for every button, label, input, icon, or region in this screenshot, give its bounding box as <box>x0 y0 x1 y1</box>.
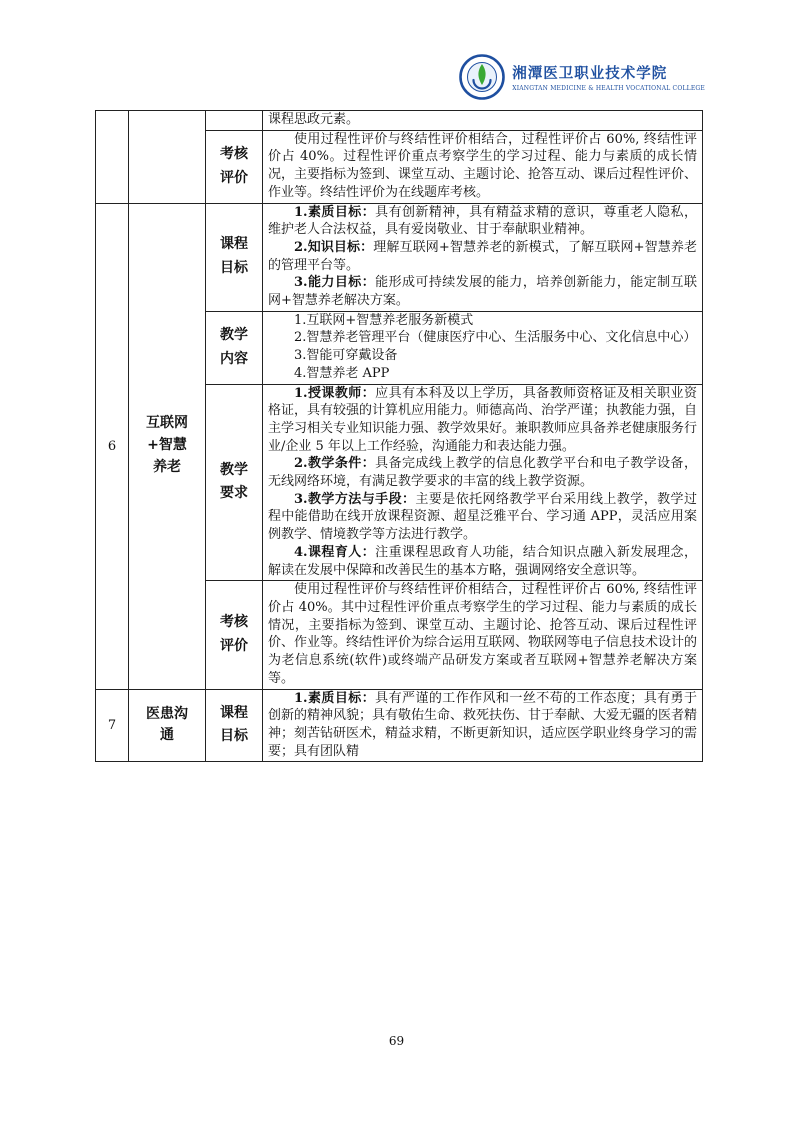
section-label-cell <box>206 384 263 581</box>
paragraph <box>268 329 697 347</box>
college-name-cn: 湘潭医卫职业技术学院 <box>512 65 668 82</box>
paragraph-text: 具有严谨的工作作风和一丝不苟的工作态度；具有勇于创新的精神风貌；具有敬佑生命、救死扶伤、甘于奉献、大爱无疆的医者精神；刻苦钻研医术，精益求精，不断更新知识，适应医学职业终身学习的需要；具有团队精 <box>268 690 698 759</box>
paragraph-lead: 2.知识目标： <box>294 239 374 255</box>
paragraph-text: 使用过程性评价与终结性评价相结合，过程性评价占 60%, 终结性评价占 40%。过程性评价重点考察学生的学习过程、能力与素质的成长情况，主要指标为签到、课堂互动、主题讨论、抢答互动、课后过程性评价、作业等。终结性评价为在线题库考核。 <box>268 131 698 200</box>
paragraph-text: 注重课程思政育人功能，结合知识点融入新发展理念，解读在发展中保障和改善民生的基本方略，强调网络安全意识等。 <box>268 544 697 578</box>
paragraph-text: 课程思政元素。 <box>268 112 360 127</box>
paragraph-text: 4.智慧养老 APP <box>294 365 390 381</box>
course-name: 互联网+智慧养老 <box>145 415 188 475</box>
section-label-cell-empty <box>206 111 263 131</box>
paragraph <box>268 544 697 579</box>
content-cell <box>263 203 703 311</box>
section-label-cell <box>206 203 263 311</box>
section-label: 教学要求 <box>220 461 248 502</box>
course-name: 医患沟通 <box>145 705 188 744</box>
paragraph-lead: 3.能力目标： <box>294 275 376 291</box>
paragraph-text: 3.智能可穿戴设备 <box>294 348 398 364</box>
content-cell <box>263 689 703 762</box>
paragraph <box>268 131 697 202</box>
paragraph-text: 具有创新精神，具有精益求精的意识，尊重老人隐私，维护老人合法权益，具有爱岗敬业、甘于奉献职业精神。 <box>268 204 697 238</box>
content-cell <box>263 311 703 384</box>
paragraph-lead: 1.授课教师： <box>294 385 376 401</box>
paragraph-lead: 4.课程育人： <box>294 544 376 560</box>
paragraph <box>268 365 697 383</box>
paragraph-lead: 2.教学条件： <box>294 456 376 472</box>
paragraph-text: 能形成可持续发展的能力，培养创新能力，能定制互联网+智慧养老解决方案。 <box>268 275 697 309</box>
course-name-cell <box>129 203 206 689</box>
course-name-cell <box>129 689 206 762</box>
table-row <box>96 203 703 311</box>
paragraph <box>268 581 697 687</box>
content-cell <box>263 130 703 203</box>
section-label: 考核评价 <box>220 145 248 186</box>
paragraph <box>268 385 697 456</box>
paragraph <box>268 491 697 544</box>
college-name-en: XIANGTAN MEDICINE & HEALTH VOCATIONAL COLLEGE <box>512 85 705 92</box>
college-logo <box>459 54 705 100</box>
content-cell <box>263 384 703 581</box>
paragraph-lead: 1.素质目标： <box>294 690 376 706</box>
paragraph <box>268 204 697 239</box>
paragraph <box>268 274 697 309</box>
section-label: 课程目标 <box>220 236 248 277</box>
paragraph-text: 具备完成线上教学的信息化教学平台和电子教学设备，无线网络环境，有满足教学要求的丰富的线上教学资源。 <box>268 456 697 490</box>
paragraph <box>268 347 697 365</box>
paragraph-lead: 1.素质目标： <box>294 204 376 220</box>
course-name-cell-empty <box>129 111 206 204</box>
paragraph-text: 使用过程性评价与终结性评价相结合，过程性评价占 60%, 终结性评价占 40%。其中过程性评价重点考察学生的学习过程、能力与素质的成长情况，主要指标为签到、课堂互动、主题讨论、抢答互动、课后过程性评价、作业等。终结性评价为综合运用互联网、物联网等电子信息技术设计的为老信息系统(软件)或终端产品研发方案或者互联网+智慧养老解决方案等。 <box>268 582 698 686</box>
content-cell <box>263 581 703 689</box>
course-number-cell: 7 <box>96 689 129 762</box>
section-label: 教学内容 <box>220 326 248 367</box>
paragraph <box>268 312 697 330</box>
paragraph-text: 2.智慧养老管理平台（健康医疗中心、生活服务中心、文化信息中心） <box>294 330 697 346</box>
section-label-cell <box>206 311 263 384</box>
table-row <box>96 111 703 131</box>
paragraph <box>268 455 697 490</box>
page-footer <box>0 1030 793 1049</box>
course-number-cell-empty <box>96 111 129 204</box>
paragraph-text: 主要是依托网络教学平台采用线上教学，教学过程中能借助在线开放课程资源、超星泛雅平台、学习通 APP，灵活应用案例教学、情境教学等方法进行教学。 <box>268 491 697 543</box>
section-label: 课程目标 <box>220 704 248 745</box>
paragraph-lead: 3.教学方法与手段： <box>294 491 416 507</box>
paragraph-text: 1.互联网+智慧养老服务新模式 <box>294 312 474 328</box>
course-syllabus-table <box>95 110 703 762</box>
paragraph <box>268 690 697 761</box>
section-label: 考核评价 <box>220 614 248 654</box>
page-number: 69 <box>388 1034 405 1048</box>
content-cell <box>263 111 703 131</box>
paragraph-text: 理解互联网+智慧养老的新模式，了解互联网+智慧养老的管理平台等。 <box>268 239 697 273</box>
paragraph <box>268 239 697 274</box>
table-row <box>96 689 703 762</box>
course-number-cell: 6 <box>96 203 129 689</box>
section-label-cell <box>206 130 263 203</box>
college-emblem-icon <box>459 54 505 100</box>
section-label-cell <box>206 581 263 689</box>
paragraph <box>268 111 697 129</box>
paragraph-text: 应具有本科及以上学历，具备教师资格证及相关职业资格证，具有较强的计算机应用能力。师德高尚、治学严谨；执教能力强，自主学习相关专业知识能力强、教学效果好。兼职教师应具备养老健康服务行业/企业 5 年以上工作经验，沟通能力和表达能力强。 <box>268 385 698 454</box>
section-label-cell <box>206 689 263 762</box>
college-logo-text <box>512 62 705 92</box>
